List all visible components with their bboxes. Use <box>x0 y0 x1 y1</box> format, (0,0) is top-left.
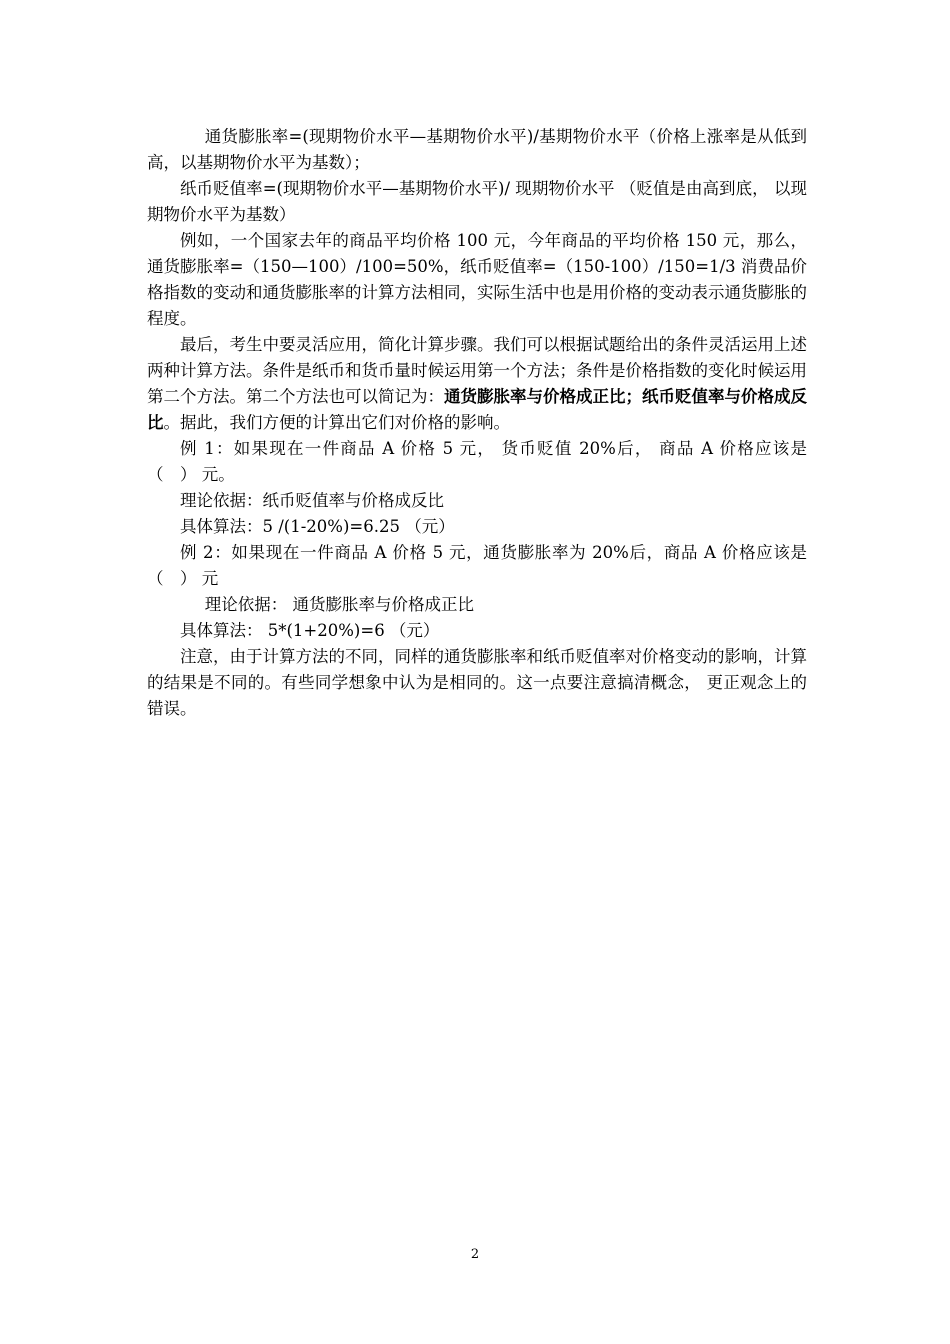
paragraph-example-intro: 例如，一个国家去年的商品平均价格 100 元，今年商品的平均价格 150 元，那么，通货膨胀率=（150—100）/100=50%，纸币贬值率=（150-100）/150=1/3 消费品价格指数的变动和通货膨胀率的计算方法相同，实际生活中也是用价格的变动表示通货膨胀的程度。 <box>147 231 807 328</box>
page-number: 2 <box>470 1247 480 1262</box>
paragraph-example-1-basis: 理论依据：纸币贬值率与价格成反比 <box>180 491 444 510</box>
paragraph-note: 注意，由于计算方法的不同，同样的通货膨胀率和纸币贬值率对价格变动的影响，计算的结果是不同的。有些同学想象中认为是相同的。这一点要注意搞清概念， 更正观念上的错误。 <box>147 647 807 718</box>
paragraph-inflation-rate-definition: 通货膨胀率=(现期物价水平—基期物价水平)/基期物价水平（价格上涨率是从低到高，以基期物价水平为基数）； <box>147 127 807 172</box>
paragraph-example-2-basis: 理论依据： 通货膨胀率与价格成正比 <box>204 595 474 614</box>
paragraph-example-2-question: 例 2：如果现在一件商品 A 价格 5 元，通货膨胀率为 20%后，商品 A 价格应该是（ ） 元 <box>147 543 807 588</box>
application-tips-text: 最后，考生中要灵活应用，简化计算步骤。我们可以根据试题给出的条件灵活运用上述两种计算方法。条件是纸币和货币量时候运用第一个方法；条件是价格指数的变化时候运用第二个方法。第二个方法也可以简记为： <box>147 335 807 406</box>
key-rule-emphasis: 通货膨胀率与价格成正比；纸币贬值率与价格成反比 <box>147 387 807 432</box>
application-tips-text-end: 。据此，我们方便的计算出它们对价格的影响。 <box>163 413 510 432</box>
document-body <box>147 124 807 722</box>
paragraph-depreciation-rate-definition: 纸币贬值率=(现期物价水平—基期物价水平)/ 现期物价水平 （贬值是由高到底， 以现期物价水平为基数） <box>147 179 807 224</box>
paragraph-example-2-calculation: 具体算法： 5*(1+20%)=6 （元） <box>180 621 440 640</box>
paragraph-application-tips <box>147 332 807 436</box>
paragraph-example-1-question: 例 1：如果现在一件商品 A 价格 5 元， 货币贬值 20%后， 商品 A 价格应该是 （ ） 元。 <box>147 439 807 484</box>
paragraph-example-1-calculation: 具体算法：5 /(1-20%)=6.25 （元） <box>180 517 455 536</box>
